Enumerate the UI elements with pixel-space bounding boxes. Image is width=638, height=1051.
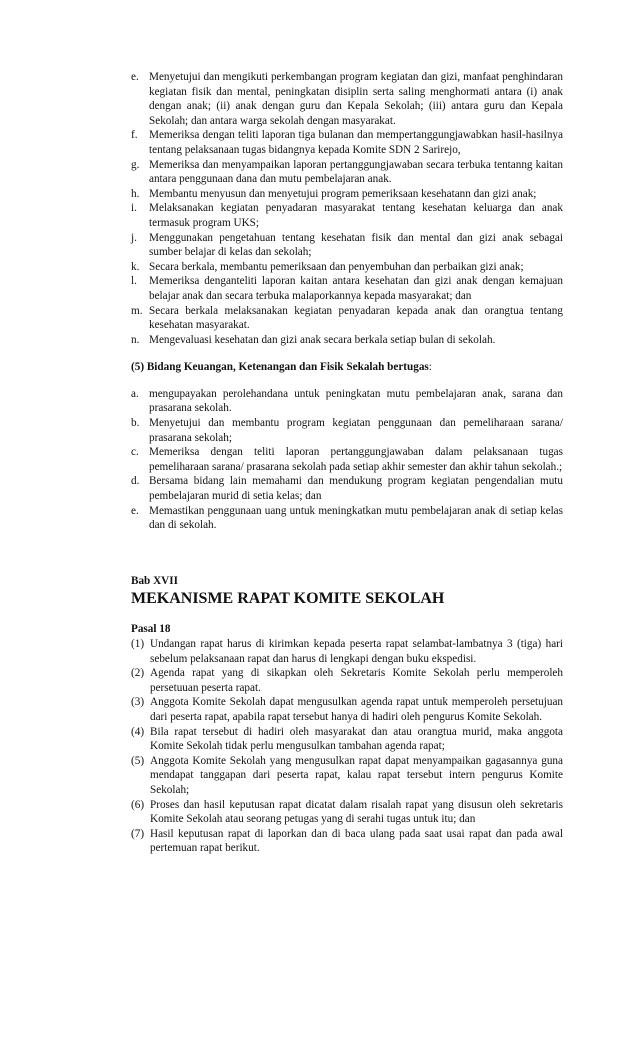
item-marker: (6)	[131, 798, 145, 811]
section5-list	[131, 387, 563, 533]
item-text: Menggunakan pengetahuan tentang kesehatan fisik dan mental dan gizi anak sebagai sumber belajar di kelas dan sekolah;	[149, 231, 563, 259]
item-text: Menyetujui dan membantu program kegiatan penggunaan dan pemeliharaan sarana/ prasarana sekolah;	[149, 417, 563, 444]
item-text: Secara berkala, membantu pemeriksaan dan penyembuhan dan perbaikan gizi anak;	[149, 260, 524, 273]
item-text: Bersama bidang lain memahami dan mendukung program kegiatan pengendalian mutu pembelajaran murid di setia kelas; dan	[149, 475, 563, 503]
list-item	[131, 231, 563, 260]
item-text: Memeriksa denganteliti laporan kaitan antara kesehatan dan gizi anak dengan kemajuan belajar anak dan secara terbuka malaporkannya kepada masyarakat; dan	[149, 275, 563, 302]
list-item	[131, 445, 563, 474]
list-item	[131, 304, 563, 333]
item-marker: n.	[131, 333, 140, 346]
item-marker: g.	[131, 158, 140, 171]
list-item	[131, 128, 563, 157]
list-item	[131, 474, 563, 503]
section-title: (5) Bidang Keuangan, Ketenangan dan Fisik Sekalah bertugas	[131, 361, 429, 374]
item-marker: (4)	[131, 725, 145, 738]
list-item	[131, 274, 563, 303]
list-item	[131, 754, 563, 798]
item-marker: k.	[131, 260, 140, 273]
item-marker: e.	[131, 504, 139, 517]
article-title: Pasal 18	[131, 623, 171, 636]
list-item	[131, 637, 563, 666]
list-item	[131, 666, 563, 695]
section-heading	[131, 360, 563, 375]
item-text: Mengevaluasi kesehatan dan gizi anak secara berkala setiap bulan di sekolah.	[149, 333, 496, 346]
item-marker: (1)	[131, 638, 145, 650]
item-text: Bila rapat tersebut di hadiri oleh masyarakat dan atau orangtua murid, maka anggota Komite Sekolah tidak perlu mengusulkan tambahan agenda rapat;	[150, 725, 563, 753]
item-marker: d.	[131, 475, 140, 488]
item-marker: e.	[131, 71, 139, 83]
list-item	[131, 201, 563, 230]
item-text: Proses dan hasil keputusan rapat dicatat dalam risalah rapat yang disusun oleh sekretaris Komite Sekolah atau seorang petugas yang di serahi tugas untuk itu; dan	[150, 798, 563, 826]
item-marker: i.	[131, 202, 137, 215]
item-marker: m.	[131, 304, 143, 317]
item-text: Memastikan penggunaan uang untuk meningkatkan mutu pembelajaran anak di setiap kelas dan di sekolah.	[149, 504, 563, 532]
list-item	[131, 70, 563, 128]
list-item	[131, 798, 563, 827]
item-marker: (7)	[131, 827, 145, 840]
item-text: Undangan rapat harus di kirimkan kepada peserta rapat selambat-lambatnya 3 (tiga) hari sebelum pelaksanaan rapat dan harus di lengkapi dengan buku ekspedisi.	[150, 638, 563, 665]
item-text: Melaksanakan kegiatan penyadaran masyarakat tentang kesehatan keluarga dan anak termasuk program UKS;	[149, 202, 563, 229]
chapter-title: MEKANISME RAPAT KOMITE SEKOLAH	[131, 590, 445, 608]
list-item	[131, 260, 563, 275]
list-item	[131, 187, 563, 202]
item-text: Agenda rapat yang di sikapkan oleh Sekretaris Komite Sekolah perlu memperoleh persetuuan peserta rapat.	[150, 667, 563, 694]
item-marker: (2)	[131, 667, 145, 680]
item-text: Anggota Komite Sekolah dapat mengusulkan agenda rapat untuk memperoleh persetujuan dari peserta rapat, apabila rapat tersebut hanya di hadiri oleh pengurus Komite Sekolah.	[150, 696, 563, 723]
item-marker: (3)	[131, 696, 145, 709]
item-marker: c.	[131, 446, 139, 459]
item-marker: h.	[131, 187, 140, 200]
list-item	[131, 695, 563, 724]
item-marker: f.	[131, 129, 138, 142]
list-item	[131, 333, 563, 348]
list-item	[131, 158, 563, 187]
article-list	[131, 637, 563, 856]
item-text: Memeriksa dengan teliti laporan pertanggungjawaban dalam pelaksanaan tugas pemeliharaan sarana/ prasarana sekolah pada setiap akhir semester dan akhir tahun sekolah.;	[149, 446, 563, 473]
item-marker: l.	[131, 275, 137, 288]
document-page	[131, 70, 563, 856]
item-marker: (5)	[131, 754, 145, 767]
list-item	[131, 827, 563, 856]
item-marker: j.	[131, 231, 137, 244]
list-item	[131, 416, 563, 445]
item-marker: a.	[131, 387, 139, 400]
chapter-label: Bab XVII	[131, 574, 178, 587]
list-item	[131, 387, 563, 416]
item-text: Anggota Komite Sekolah yang mengusulkan rapat dapat menyampaikan gagasannya guna mendapat tanggapan dari peserta rapat, kalau rapat tersebut intern pengurus Komite Sekolah;	[150, 754, 563, 796]
list-item	[131, 725, 563, 754]
item-text: Menyetujui dan mengikuti perkembangan program kegiatan dan gizi, manfaat penghindaran kegiatan fisik dan mental, peningkatan disiplin serta saling menghormati antara (i) anak dengan anak; (ii) anak dengan guru dan Kepala Sekolah; (iii) antara guru dan Kepala Sekolah; dan antara warga sekolah dengan masyarakat.	[149, 71, 563, 127]
item-text: Memeriksa dengan teliti laporan tiga bulanan dan mempertanggungjawabkan hasil-hasilnya tentang pelaksanaan tugas bidangnya kepada Komite SDN 2 Sarirejo,	[149, 129, 563, 156]
item-text: mengupayakan perolehandana untuk peningkatan mutu pembelajaran anak, sarana dan prasarana sekolah.	[149, 387, 563, 415]
item-text: Secara berkala melaksanakan kegiatan penyadaran kepada anak dan orangtua tentang kesehatan masyarakat.	[149, 304, 563, 332]
section-title-colon: :	[428, 361, 432, 374]
item-marker: b.	[131, 417, 140, 430]
item-text: Membantu menyusun dan menyetujui program pemeriksaan kesehatann dan gizi anak;	[149, 187, 537, 200]
section4-list	[131, 70, 563, 347]
item-text: Memeriksa dan menyampaikan laporan pertanggungjawaban secara terbuka tentanng kaitan antara penggunaan dana dan mutu pembelajaran anak.	[149, 158, 563, 186]
list-item	[131, 504, 563, 533]
item-text: Hasil keputusan rapat di laporkan dan di baca ulang pada saat usai rapat dan pada awal pertemuan rapat berikut.	[150, 827, 563, 855]
